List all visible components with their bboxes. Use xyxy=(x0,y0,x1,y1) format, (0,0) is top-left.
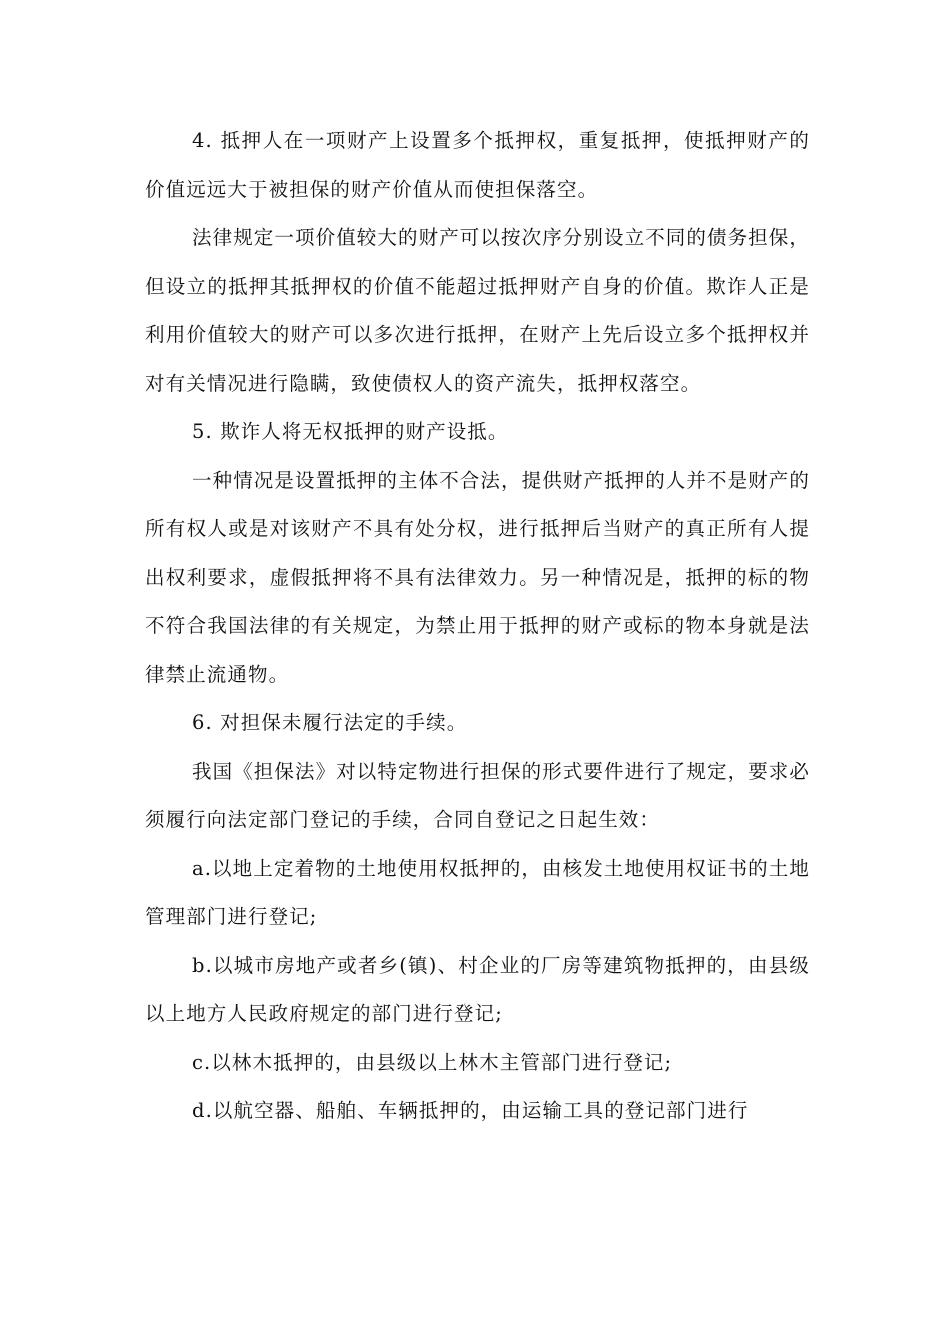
paragraph-item-4: 4. 抵押人在一项财产上设置多个抵押权，重复抵押，使抵押财产的价值远远大于被担保的财产价值从而使担保落空。 xyxy=(145,129,810,201)
paragraph-item-5: 5. 欺诈人将无权抵押的财产设抵。 xyxy=(192,420,509,443)
paragraph-unauthorized-mortgage: 一种情况是设置抵押的主体不合法，提供财产抵押的人并不是财产的所有权人或是对该财产不具有处分权，进行抵押后当财产的真正所有人提出权利要求，虚假抵押将不具有法律效力。另一种情况是，抵押的标的物不符合我国法律的有关规定，为禁止用于抵押的财产或标的物本身就是法律禁止流通物。 xyxy=(145,468,811,686)
list-item-d: d.以航空器、船舶、车辆抵押的，由运输工具的登记部门进行 xyxy=(192,1099,749,1122)
paragraph-item-6: 6. 对担保未履行法定的手续。 xyxy=(192,711,468,734)
list-item-b: b.以城市房地产或者乡(镇)、村企业的厂房等建筑物抵押的，由县级以上地方人民政府规定的部门进行登记; xyxy=(145,953,810,1025)
list-item-c: c.以林木抵押的，由县级以上林木主管部门进行登记; xyxy=(192,1050,673,1074)
list-item-a: a.以地上定着物的土地使用权抵押的，由核发土地使用权证书的土地管理部门进行登记; xyxy=(145,856,810,928)
paragraph-guarantee-law: 我国《担保法》对以特定物进行担保的形式要件进行了规定，要求必须履行向法定部门登记的手续，合同自登记之日起生效： xyxy=(145,759,811,831)
paragraph-multiple-mortgages: 法律规定一项价值较大的财产可以按次序分别设立不同的债务担保，但设立的抵押其抵押权的价值不能超过抵押财产自身的价值。欺诈人正是利用价值较大的财产可以多次进行抵押，在财产上先后设立多个抵押权并对有关情况进行隐瞒，致使债权人的资产流失，抵押权落空。 xyxy=(145,226,811,395)
document-body xyxy=(145,117,810,1136)
